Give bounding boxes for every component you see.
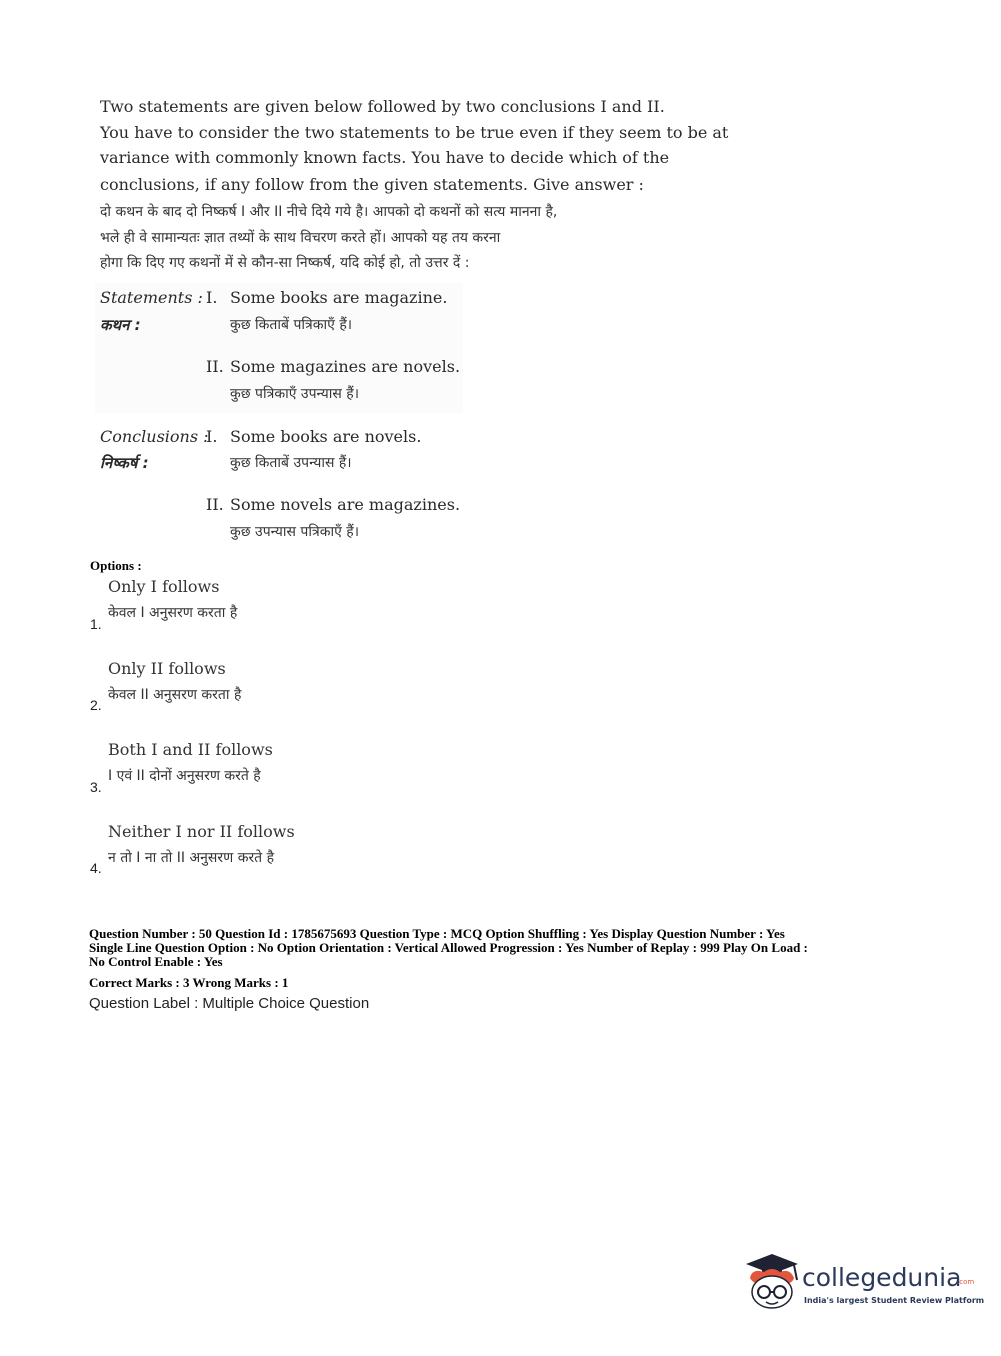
intro-hindi-line-1: दो कथन के बाद दो निष्कर्ष I और II नीचे दिये गये है। आपको दो कथनों को सत्य मानना है, bbox=[100, 204, 558, 220]
statement-2-hindi: कुछ पत्रिकाएँ उपन्यास हैं। bbox=[230, 386, 360, 402]
option-4-text[interactable]: Neither I nor II follows bbox=[108, 822, 295, 841]
option-3-text[interactable]: Both I and II follows bbox=[108, 740, 273, 759]
statement-2-text: Some magazines are novels. bbox=[230, 357, 461, 376]
marks-line: Correct Marks : 3 Wrong Marks : 1 bbox=[89, 975, 289, 990]
option-4-hindi[interactable]: न तो I ना तो II अनुसरण करते है bbox=[108, 850, 275, 866]
intro-line-4: conclusions, if any follow from the given statements. Give answer : bbox=[100, 175, 644, 194]
option-4-number: 4. bbox=[90, 860, 102, 876]
intro-line-2: You have to consider the two statements to be true even if they seem to be at bbox=[100, 123, 729, 142]
intro-hindi-line-3: होगा कि दिए गए कथनों में से कौन-सा निष्कर्ष, यदि कोई हो, तो उत्तर दें : bbox=[100, 255, 470, 271]
option-2-number: 2. bbox=[90, 697, 102, 713]
brand-name: collegedunia bbox=[802, 1263, 962, 1292]
conclusion-1-text: Some books are novels. bbox=[230, 427, 422, 446]
option-1-hindi[interactable]: केवल I अनुसरण करता है bbox=[108, 605, 238, 621]
statements-label-hindi: कथन : bbox=[100, 316, 141, 334]
conclusion-1-number: I. bbox=[206, 427, 218, 446]
option-2-hindi[interactable]: केवल II अनुसरण करता है bbox=[108, 687, 242, 703]
conclusions-label: Conclusions : bbox=[100, 427, 209, 446]
question-meta-line-1: Question Number : 50 Question Id : 1785675693 Question Type : MCQ Option Shuffling : Yes Display Question Number : Yes bbox=[89, 926, 785, 941]
option-3-number: 3. bbox=[90, 779, 102, 795]
option-3-hindi[interactable]: I एवं II दोनों अनुसरण करते है bbox=[108, 768, 261, 784]
question-meta-line-3: No Control Enable : Yes bbox=[89, 954, 223, 969]
statements-label: Statements : bbox=[100, 288, 203, 307]
intro-line-1: Two statements are given below followed by two conclusions I and II. bbox=[100, 97, 665, 116]
brand-tagline: India's largest Student Review Platform bbox=[804, 1296, 985, 1305]
question-meta-line-2: Single Line Question Option : No Option Orientation : Vertical Allowed Progression : Yes Number of Replay : 999 Play On Load : bbox=[89, 940, 808, 955]
question-label: Question Label : Multiple Choice Question bbox=[89, 995, 370, 1012]
conclusion-2-number: II. bbox=[206, 495, 224, 514]
conclusion-2-text: Some novels are magazines. bbox=[230, 495, 461, 514]
intro-hindi-line-2: भले ही वे सामान्यतः ज्ञात तथ्यों के साथ विचरण करते हों। आपको यह तय करना bbox=[100, 230, 501, 246]
statement-1-text: Some books are magazine. bbox=[230, 288, 448, 307]
option-1-text[interactable]: Only I follows bbox=[108, 577, 220, 596]
brand-domain: .com bbox=[957, 1278, 975, 1286]
options-label: Options : bbox=[90, 558, 142, 573]
intro-line-3: variance with commonly known facts. You have to decide which of the bbox=[100, 148, 670, 167]
statement-1-number: I. bbox=[206, 288, 218, 307]
conclusions-label-hindi: निष्कर्ष : bbox=[100, 454, 149, 472]
option-1-number: 1. bbox=[90, 616, 102, 632]
conclusion-1-hindi: कुछ किताबें उपन्यास हैं। bbox=[230, 455, 352, 471]
conclusion-2-hindi: कुछ उपन्यास पत्रिकाएँ हैं। bbox=[230, 524, 360, 540]
statement-2-number: II. bbox=[206, 357, 224, 376]
option-2-text[interactable]: Only II follows bbox=[108, 659, 226, 678]
statement-1-hindi: कुछ किताबें पत्रिकाएँ हैं। bbox=[230, 317, 353, 333]
